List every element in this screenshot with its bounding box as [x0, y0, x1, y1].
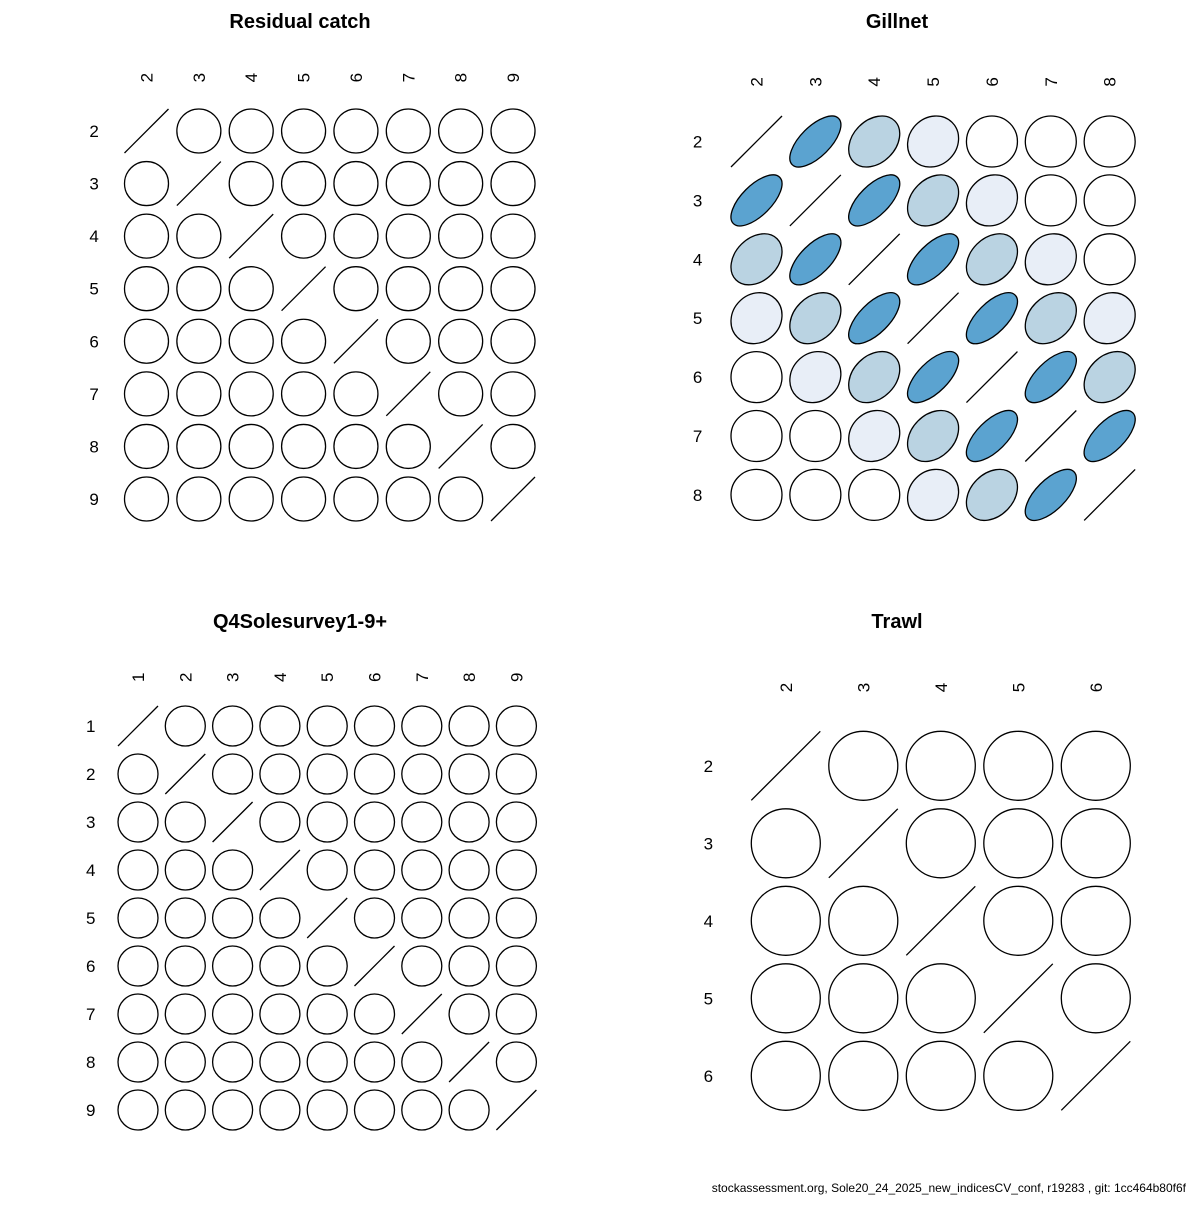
row-label: 5: [703, 989, 714, 1009]
row-label: 8: [692, 485, 703, 505]
col-label: 1: [129, 672, 148, 682]
row-label: 3: [85, 813, 96, 832]
row-label: 6: [85, 957, 96, 976]
row-label: 6: [703, 1066, 714, 1086]
col-label: 6: [365, 672, 385, 682]
col-label: 7: [412, 672, 432, 682]
col-label: 7: [399, 72, 419, 83]
row-label: 6: [692, 368, 703, 388]
panel-title-gillnet: Gillnet: [865, 11, 929, 33]
row-label: 2: [89, 122, 99, 141]
panel-title-residual-catch: Residual catch: [229, 11, 371, 33]
col-label: 6: [346, 72, 366, 83]
row-label: 4: [692, 250, 703, 270]
col-label: 6: [982, 77, 1002, 87]
col-label: 3: [854, 682, 874, 693]
row-label: 9: [89, 489, 99, 509]
col-label: 6: [1086, 682, 1106, 693]
row-label: 7: [85, 1005, 96, 1024]
row-label: 3: [89, 174, 99, 194]
row-label: 6: [89, 332, 99, 352]
row-label: 9: [85, 1101, 96, 1120]
run-info-footer: stockassessment.org, Sole20_24_2025_new_indicesCV_conf, r19283 , git: 1cc464b80f6f: [711, 1181, 1186, 1195]
col-label: 4: [865, 77, 885, 87]
col-label: 5: [294, 72, 314, 83]
col-label: 3: [189, 72, 209, 83]
col-label: 2: [776, 682, 796, 693]
col-label: 3: [223, 672, 243, 682]
row-label: 2: [703, 756, 714, 776]
row-label: 4: [703, 911, 714, 931]
col-label: 4: [931, 682, 951, 693]
col-label: 5: [318, 672, 338, 682]
row-label: 5: [692, 309, 703, 329]
col-label: 7: [1041, 77, 1061, 87]
row-label: 8: [85, 1053, 96, 1072]
col-label: 9: [504, 72, 524, 83]
panel-title-trawl: Trawl: [871, 611, 923, 633]
row-label: 3: [703, 834, 714, 854]
row-label: 3: [692, 191, 703, 211]
col-label: 5: [1009, 682, 1029, 693]
col-label: 9: [507, 672, 527, 682]
col-label: 4: [270, 672, 290, 682]
row-label: 7: [89, 384, 99, 404]
col-label: 3: [806, 77, 826, 87]
row-label: 8: [89, 437, 99, 457]
col-label: 2: [747, 77, 767, 87]
row-label: 5: [89, 279, 99, 299]
row-label: 4: [85, 861, 96, 880]
col-label: 2: [176, 672, 196, 682]
col-label: 8: [460, 672, 480, 682]
col-label: 8: [1100, 77, 1120, 87]
panel-title-q4solesurvey: Q4Solesurvey1-9+: [213, 611, 387, 633]
col-label: 8: [451, 72, 471, 83]
row-label: 7: [692, 427, 703, 446]
row-label: 4: [89, 227, 99, 247]
col-label: 5: [924, 77, 944, 87]
row-label: 1: [85, 717, 96, 736]
row-label: 2: [85, 765, 96, 784]
row-label: 2: [692, 132, 703, 152]
row-label: 5: [85, 909, 96, 928]
col-label: 2: [137, 72, 157, 83]
col-label: 4: [242, 72, 262, 83]
